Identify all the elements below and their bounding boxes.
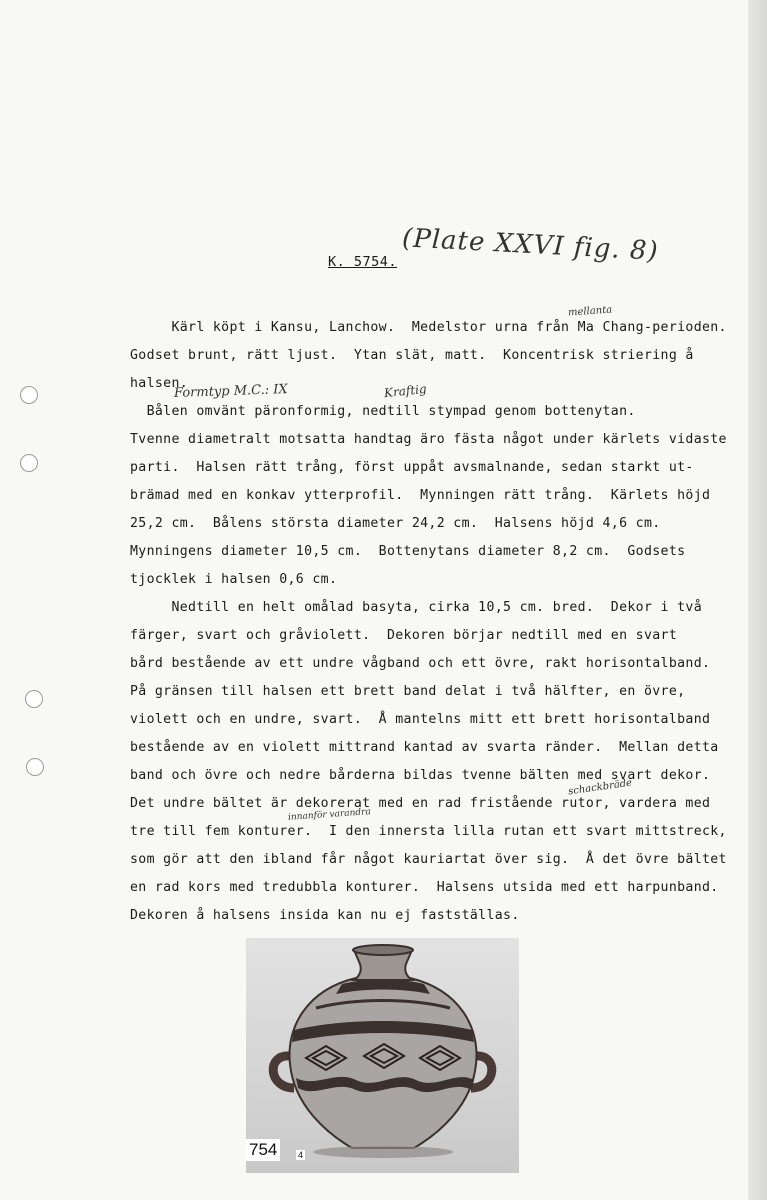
text-line: brämad med en konkav ytterprofil. Mynningen rätt trång. Kärlets höjd xyxy=(130,488,711,503)
text-line: Tvenne diametralt motsatta handtag äro fästa något under kärlets vidaste xyxy=(130,432,727,447)
photo-catalog-label: 754 xyxy=(246,1139,280,1161)
photo-sub-label: 4 xyxy=(298,1150,304,1160)
text-line: som gör att den ibland får något kauriartat över sig. Å det övre bältet xyxy=(130,852,727,867)
binder-hole xyxy=(25,690,43,708)
text-line: bård bestående av ett undre vågband och ett övre, rakt horisontalband. xyxy=(130,656,711,671)
pottery-urn-photo xyxy=(246,938,519,1173)
binder-hole xyxy=(20,454,38,472)
text-line: Det undre bältet är dekorerat med en rad fristående rutor, vardera med xyxy=(130,796,711,811)
text-line: Mynningens diameter 10,5 cm. Bottenytans diameter 8,2 cm. Godsets xyxy=(130,544,686,559)
page-edge xyxy=(748,0,767,1200)
text-line: bestående av en violett mittrand kantad av svarta ränder. Mellan detta xyxy=(130,740,719,755)
text-line: 25,2 cm. Bålens största diameter 24,2 cm. Halsens höjd 4,6 cm. xyxy=(130,516,661,531)
text-line: På gränsen till halsen ett brett band delat i två hälfter, en övre, xyxy=(130,684,686,699)
text-line: Bålen omvänt päronformig, nedtill stympad genom bottenytan. xyxy=(130,404,636,419)
text-line: Dekoren å halsens insida kan nu ej fastställas. xyxy=(130,908,520,923)
text-line: tre till fem konturer. I den innersta lilla rutan ett svart mittstreck, xyxy=(130,824,727,839)
text-line: band och övre och nedre bårderna bildas tvenne bälten med svart dekor. xyxy=(130,768,711,783)
text-line: en rad kors med tredubbla konturer. Halsens utsida med ett harpunband. xyxy=(130,880,719,895)
handwritten-note-formtyp: Formtyp M.C.: IX xyxy=(173,382,288,401)
binder-hole xyxy=(20,386,38,404)
handwritten-note-kraftig: Kraftig xyxy=(383,381,428,401)
binder-hole xyxy=(26,758,44,776)
handwritten-note-innanfor: innanför varandra xyxy=(287,807,372,823)
catalog-number-heading: K. 5754. xyxy=(328,254,398,270)
text-line: parti. Halsen rätt trång, först uppåt avsmalnande, sedan starkt ut- xyxy=(130,460,694,475)
text-line: Kärl köpt i Kansu, Lanchow. Medelstor urna från Ma Chang-perioden. xyxy=(130,320,727,335)
handwritten-note-schackbrade: schackbräde xyxy=(567,777,633,798)
text-line: färger, svart och gråviolett. Dekoren börjar nedtill med en svart xyxy=(130,628,678,643)
text-line: Nedtill en helt omålad basyta, cirka 10,5 cm. bred. Dekor i två xyxy=(130,600,702,615)
text-line: Godset brunt, rätt ljust. Ytan slät, matt. Koncentrisk striering å xyxy=(130,348,694,363)
text-line: violett och en undre, svart. Å mantelns mitt ett brett horisontalband xyxy=(130,712,711,727)
text-line: halsen. xyxy=(130,376,189,391)
plate-annotation: (Plate XXVI fig. 8) xyxy=(401,223,660,267)
urn-illustration xyxy=(246,938,519,1173)
handwritten-note-mellanta: mellanta xyxy=(567,304,613,319)
text-line: tjocklek i halsen 0,6 cm. xyxy=(130,572,338,587)
